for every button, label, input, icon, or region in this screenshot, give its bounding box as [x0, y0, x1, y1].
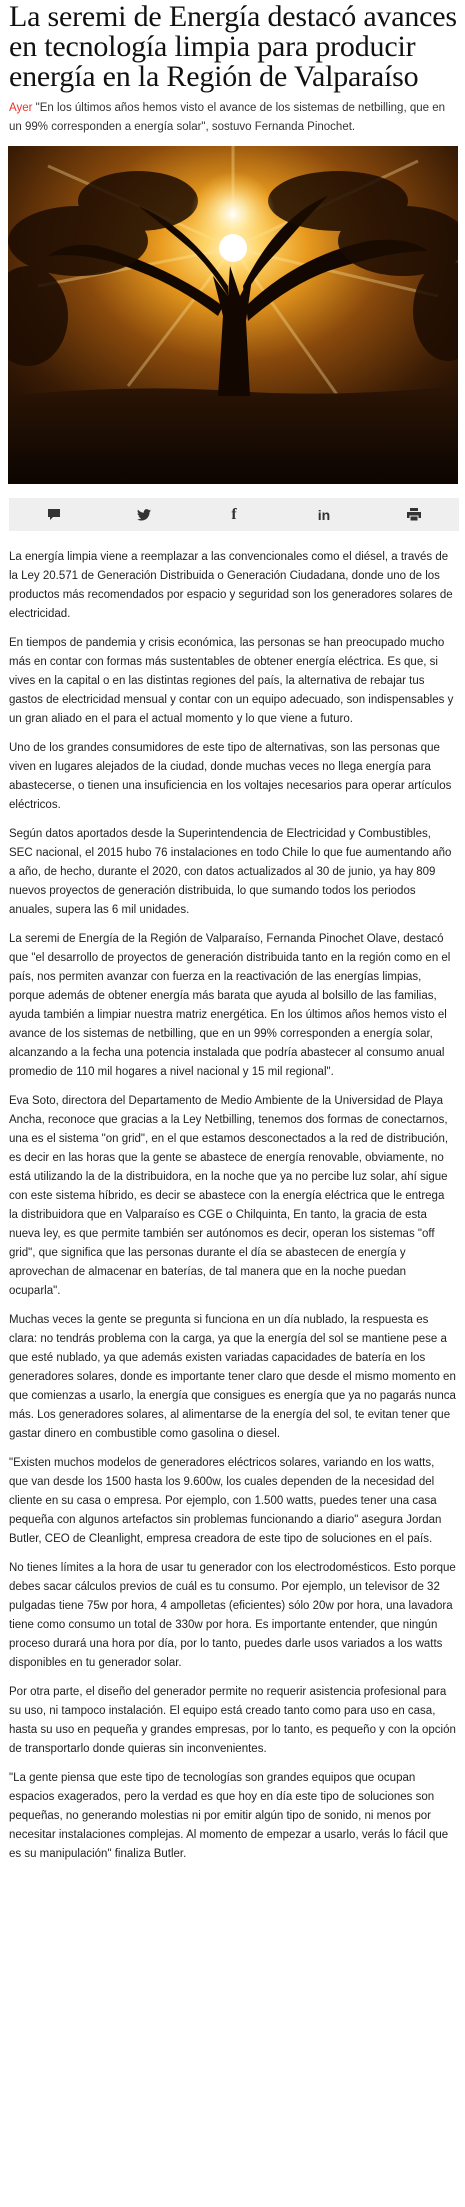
hero-image: [8, 146, 458, 484]
twitter-button[interactable]: [114, 498, 174, 531]
article-paragraph: La seremi de Energía de la Región de Valparaíso, Fernanda Pinochet Olave, destacó que "el desarrollo de proyectos de generación distribuida tanto en la región como en el país, nos permiten avanzar con fuerza en la reactivación de las energías limpias, porque además de obtener energía más barata que ayuda al bolsillo de las familias, ayuda también a limpiar nuestra matriz energética. En los últimos años hemos visto el avance de los sistemas de netbilling, que en un 99% corresponden a energía solar, alcanzando a la fecha una potencia instalada que podría abastecer al consumo anual promedio de 110 mil hogares a nivel nacional y 15 mil regional".: [9, 933, 451, 1078]
print-icon: [407, 508, 421, 521]
article-paragraph: Muchas veces la gente se pregunta si funciona en un día nublado, la respuesta es clara: no tendrás problema con la carga, ya que la energía del sol se mantiene pese a que esté nublado, ya que además existen variadas capacidades de batería en los generadores solares, donde es importante tener claro que desde el mismo momento en que comienzas a usarlo, la energía que consigues es energía que ya no pagarás nunca más. Los generadores solares, al alimentarse de la energía del sol, te evitan tener que gastar dinero en combustible como gasolina o diesel.: [9, 1314, 456, 1440]
twitter-icon: [137, 509, 151, 521]
facebook-button[interactable]: [204, 498, 264, 531]
article-date: Ayer: [9, 102, 33, 114]
article-lede: [9, 99, 455, 137]
article-body: [9, 548, 456, 1864]
article-paragraph: "Existen muchos modelos de generadores eléctricos solares, variando en los watts, que van desde los 1500 hasta los 9.600w, los cuales dependen de la necesidad del cliente en su casa o empresa. Por ejemplo, con 1.500 watts, puedes tener una casa pequeña con algunos artefactos sin problemas funcionando a diario" asegura Jordan Butler, CEO de Cleanlight, empresa creadora de este tipo de soluciones en el país.: [9, 1457, 442, 1545]
facebook-icon: f: [231, 505, 237, 523]
lede-text: "En los últimos años hemos visto el avance de los sistemas de netbilling, que en un 99% corresponden a energía solar", sostuvo Fernanda Pinochet.: [9, 102, 446, 133]
linkedin-button[interactable]: [294, 498, 354, 531]
share-bar: [9, 498, 459, 531]
sunset-tree-photo: [8, 146, 458, 484]
print-button[interactable]: [384, 498, 444, 531]
article-paragraph: Eva Soto, directora del Departamento de Medio Ambiente de la Universidad de Playa Ancha, reconoce que gracias a la Ley Netbilling, tenemos dos formas de conectarnos, una es el sistema "on grid", en el que estamos desconectados a la red de distribución, es decir en las horas que la gente se abastece de energía renovable, obviamente, no está utilizando la de la distribuidora, en la noche que ya no percibe luz solar, ahí sigue con este sistema híbrido, es decir se abastece con la energía eléctrica que le entrega la distribuidora que en Valparaíso es CGE o Chilquinta, En tanto, la gracia de esta nueva ley, es que permite también ser autónomos es decir, operan los sistemas "off grid", que significa que las personas durante el día se abastecen de energía y aprovechan de almacenar en baterías, de tal manera que en la noche puedan ocuparla".: [9, 1095, 449, 1297]
article-paragraph: "La gente piensa que este tipo de tecnologías son grandes equipos que ocupan espacios exagerados, pero la verdad es que hoy en día este tipo de soluciones son pequeñas, no generando molestias ni por emitir algún tipo de sonido, ni menos por necesitar instalaciones complejas. Al momento de empezar a usarlo, verás lo fácil que es su manipulación" finaliza Butler.: [9, 1772, 449, 1860]
comment-icon: [47, 508, 61, 521]
article-paragraph: Según datos aportados desde la Superintendencia de Electricidad y Combustibles, SEC nacional, el 2015 hubo 76 instalaciones en todo Chile lo que fue aumentando año a año, de hecho, durante el 2020, con datos actualizados al 30 de junio, ya hay 809 nuevos proyectos de generación distribuida, lo que sumando todos los periodos anuales, supera las 6 mil unidades.: [9, 828, 452, 916]
article-paragraph: La energía limpia viene a reemplazar a las convencionales como el diésel, a través de la Ley 20.571 de Generación Distribuida o Generación Ciudadana, donde uno de los productos más recomendados por espacio y seguridad son los generadores solares de electricidad.: [9, 551, 453, 620]
article-paragraph: No tienes límites a la hora de usar tu generador con los electrodomésticos. Esto porque debes sacar cálculos previos de cuál es tu consumo. Por ejemplo, un televisor de 32 pulgadas tiene 75w por hora, 4 ampolletas (eficientes) sólo 20w por hora, una lavadora tiene como consumo un total de 330w por hora. Es importante entender, que ningún proceso durará una hora por día, por lo tanto, puedes darle usos variados a los watts disponibles en tu generador solar.: [9, 1562, 456, 1669]
article-paragraph: Por otra parte, el diseño del generador permite no requerir asistencia profesional para su uso, ni tampoco instalación. El equipo está creado tanto como para uso en casa, hasta su uso en pequeña y grandes empresas, por lo tanto, es pequeño y con la opción de transportarlo donde quieras sin inconvenientes.: [9, 1686, 456, 1755]
comment-button[interactable]: [24, 498, 84, 531]
article-paragraph: En tiempos de pandemia y crisis económica, las personas se han preocupado mucho más en contar con formas más sustentables de obtener energía eléctrica. Es que, si vives en la capital o en las distintas regiones del país, la alternativa de rebajar tus gastos de electricidad mensual y contar con un equipo adecuado, son indispensables y un gran aliado en el para el actual momento y lo que viene a futuro.: [9, 637, 454, 725]
article-paragraph: Uno de los grandes consumidores de este tipo de alternativas, son las personas que viven en lugares alejados de la ciudad, donde muchas veces no llega energía para abastecerse, o tienen una insuficiencia en los voltajes necesarios para operar artículos eléctricos.: [9, 742, 452, 811]
linkedin-icon: in: [317, 506, 331, 523]
article-headline: La seremi de Energía destacó avances en tecnología limpia para producir energía en la Región de Valparaíso: [9, 0, 457, 93]
